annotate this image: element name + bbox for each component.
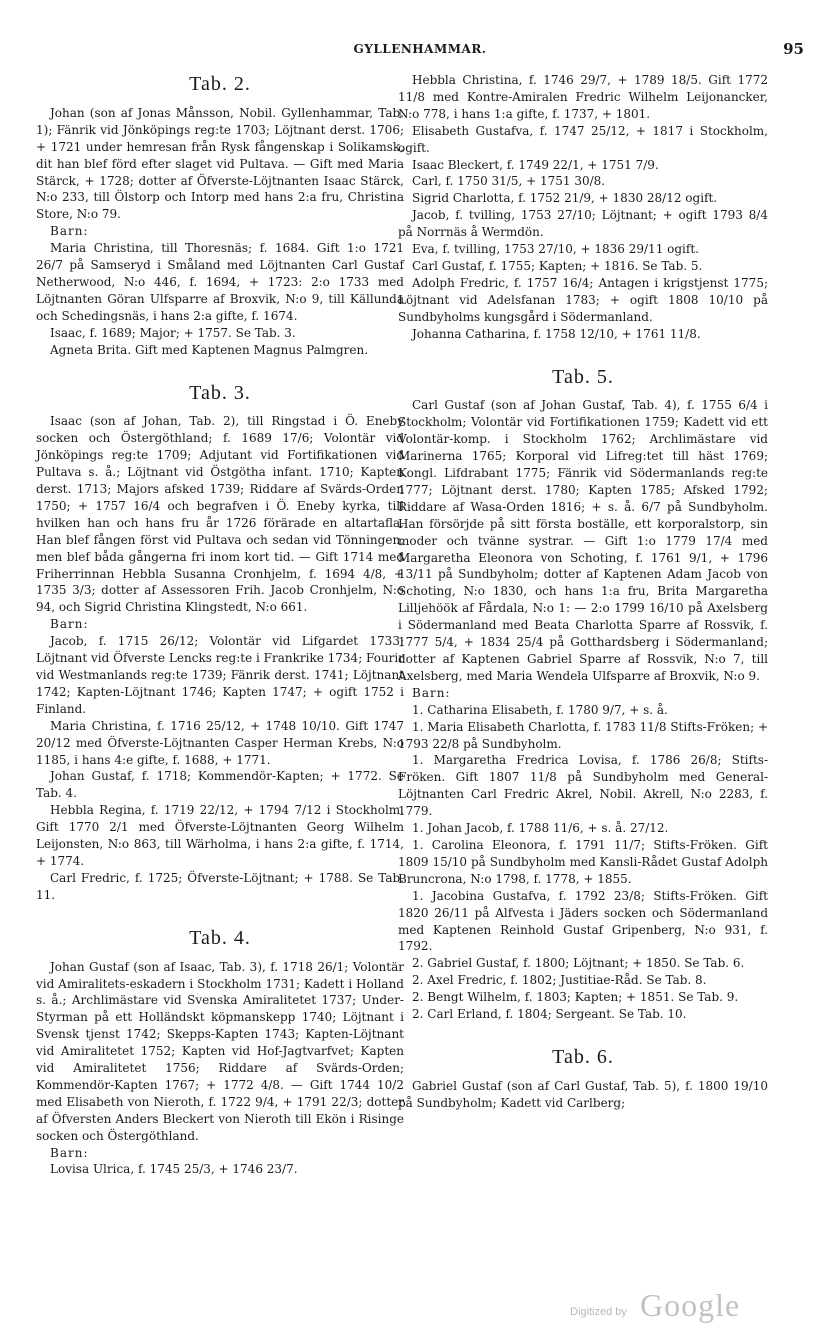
- genealogy-entry: Johan Gustaf, f. 1718; Kommendör-Kapten; + 1772. Se Tab. 4.: [36, 769, 404, 801]
- genealogy-entry: Eva, f. tvilling, 1753 27/10, + 1836 29/11 ogift.: [412, 242, 699, 257]
- genealogy-entry: 1. Jacobina Gustafva, f. 1792 23/8; Stifts-Fröken. Gift 1820 26/11 på Alfvesta i Jäders socken och Södermanland med Kaptenen Reinhold Gustaf Gripenberg, N:o 931, f. 1792.: [398, 888, 768, 954]
- genealogy-entry: Johanna Catharina, f. 1758 12/10, + 1761 11/8.: [412, 326, 701, 341]
- genealogy-entry: Carl Gustaf (son af Johan Gustaf, Tab. 4), f. 1755 6/4 i Stockholm; Volontär vid Fortifikationen 1759; Kadett vid ett Volontär-komp. i Stockholm 1762; Archlimästare vid Marinerna 1765; Korporal vid Lifreg:tet till häst 1769; Kongl. Lifdrabant 1775; Fänrik vid Södermanlands reg:te 1777; Löjtnant derst. 1780; Kapten 1785; Afsked 1792; Riddare af Wasa-Orden 1816; + s. å. 6/7 på Sundbyholm. Han försörjde på sitt första boställe, ett korporalstorp, sin moder och tvänne systrar. — Gift 1:o 1779 17/4 med Margaretha Eleonora von Schoting, f. 1761 9/1, + 1796 13/11 på Sundbyholm; dotter af Kaptenen Adam Jacob von Schoting, N:o 1830, och hans 1:a fru, Brita Margaretha Lilljehöök af Fårdala, N:o 1: — 2:o 1799 16/10 på Axelsberg i Södermanland med Beata Charlotta Sparre af Rossvik, f. 1777 5/4, + 1834 25/4 på Gotthardsberg i Södermanland; dotter af Kaptenen Gabriel Sparre af Rossvik, N:o 7, till Axelsberg, med Maria Wendela Ulfsparre af Broxvik, N:o 9.: [398, 398, 768, 683]
- running-title: GYLLENHAMMAR.: [353, 42, 487, 56]
- genealogy-entry: 2. Axel Fredric, f. 1802; Justitiae-Råd. Se Tab. 8.: [412, 973, 707, 988]
- genealogy-entry: 1. Margaretha Fredrica Lovisa, f. 1786 26/8; Stifts-Fröken. Gift 1807 11/8 på Sundbyholm med General-Löjtnanten Carl Fredric Akrel, Nobil. Akrell, N:o 2283, f. 1779.: [398, 753, 768, 819]
- left-column: [36, 72, 404, 1178]
- genealogy-entry: Maria Christina, f. 1716 25/12, + 1748 10/10. Gift 1747 20/12 med Öfverste-Löjtnanten Casper Herman Krebs, N:o 1185, i hans 4:e gifte, f. 1688, + 1771.: [36, 718, 404, 767]
- genealogy-entry: 1. Maria Elisabeth Charlotta, f. 1783 11/8 Stifts-Fröken; + 1793 22/8 på Sundbyholm.: [398, 719, 768, 751]
- genealogy-entry: Isaac Bleckert, f. 1749 22/1, + 1751 7/9.: [412, 157, 659, 172]
- genealogy-entry: Hebbla Christina, f. 1746 29/7, + 1789 18/5. Gift 1772 11/8 med Kontre-Amiralen Fredric Wilhelm Leijonancker, N:o 778, i hans 1:a gifte, f. 1737, + 1801.: [398, 73, 768, 121]
- genealogy-entry: Lovisa Ulrica, f. 1745 25/3, + 1746 23/7.: [50, 1162, 298, 1177]
- genealogy-entry: Jacob, f. 1715 26/12; Volontär vid Lifgardet 1733; Löjtnant vid Öfverste Lencks reg:te i Frankrike 1734; Fourir vid Westmanlands reg:te 1739; Fänrik derst. 1741; Löjtnant 1742; Kapten-Löjtnant 1746; Kapten 1747; + ogift 1752 i Finland.: [36, 634, 404, 716]
- genealogy-entry: 1. Carolina Eleonora, f. 1791 11/7; Stifts-Fröken. Gift 1809 15/10 på Sundbyholm med Kansli-Rådet Gustaf Adolph Bruncrona, N:o 1798, f. 1778, + 1855.: [398, 837, 768, 886]
- genealogy-entry: Isaac (son af Johan, Tab. 2), till Ringstad i Ö. Eneby socken och Östergöthland; f. 1689 17/6; Volontär vid Jönköpings reg:te 1709; Adjutant vid Fortifikationen vid Pultava s. å.; Löjtnant vid Östgötha infant. 1710; Kapten derst. 1713; Majors afsked 1739; Riddare af Svärds-Orden 1750; + 1757 16/4 och begrafven i Ö. Eneby kyrka, till hvilken han och hans fru år 1726 förärade en altartafla. Han blef fången först vid Pultava och sedan vid Tönningen, men blef båda gångerna fri inom kort tid. — Gift 1714 med Friherrinnan Hebbla Susanna Cronhjelm, f. 1694 4/8, + 1735 3/3; dotter af Assessoren Frih. Jacob Cronhjelm, N:o 94, och Sigrid Christina Klingstedt, N:o 661.: [36, 414, 404, 615]
- genealogy-entry: 2. Gabriel Gustaf, f. 1800; Löjtnant; + 1850. Se Tab. 6.: [412, 956, 745, 971]
- genealogy-entry: Maria Christina, till Thoresnäs; f. 1684. Gift 1:o 1721 26/7 på Samseryd i Småland med Löjtnanten Carl Gustaf Netherwood, N:o 446, f. 1694, + 1723: 2:o 1733 med Löjtnanten Göran Ulfsparre af Broxvik, N:o 9, till Källunda och Schedingsnäs, i hans 2:a gifte, f. 1674.: [36, 241, 404, 323]
- digitized-by-stamp: [570, 1284, 810, 1324]
- genealogy-entry: Elisabeth Gustafva, f. 1747 25/12, + 1817 i Stockholm, ogift.: [398, 123, 768, 155]
- genealogy-entry: Sigrid Charlotta, f. 1752 21/9, + 1830 28/12 ogift.: [412, 191, 718, 206]
- genealogy-entry: 1. Catharina Elisabeth, f. 1780 9/7, + s. å.: [412, 702, 668, 717]
- barn-label: Barn:: [50, 224, 89, 239]
- genealogy-entry: 2. Carl Erland, f. 1804; Sergeant. Se Tab. 10.: [412, 1007, 687, 1022]
- genealogy-entry: 2. Bengt Wilhelm, f. 1803; Kapten; + 1851. Se Tab. 9.: [412, 990, 739, 1005]
- right-column: [398, 72, 768, 1112]
- genealogy-entry: Carl Fredric, f. 1725; Öfverste-Löjtnant; + 1788. Se Tab. 11.: [36, 870, 404, 902]
- digitized-by-label: Digitized by: [570, 1306, 627, 1318]
- genealogy-entry: Isaac, f. 1689; Major; + 1757. Se Tab. 3.: [50, 325, 296, 340]
- barn-label: Barn:: [50, 1145, 89, 1160]
- tab-heading: Tab. 4.: [189, 926, 251, 949]
- genealogy-entry: Carl Gustaf, f. 1755; Kapten; + 1816. Se Tab. 5.: [412, 258, 703, 273]
- google-logo: Google: [640, 1287, 741, 1323]
- page-number: 95: [783, 40, 804, 58]
- genealogy-entry: Johan Gustaf (son af Isaac, Tab. 3), f. 1718 26/1; Volontär vid Amiralitets-eskadern i Stockholm 1731; Kadett i Holland s. å.; Archlimästare vid Svenska Amiralitetet 1737; Under-Styrman på ett Holländskt köpmanskepp 1740; Löjtnant i Svensk tjenst 1742; Skepps-Kapten 1743; Kapten-Löjtnant vid Amiralitetet 1752; Kapten vid Hof-Jagtvarfvet; Kapten vid Amiralitetet 1756; Riddare af Svärds-Orden; Kommendör-Kapten 1767; + 1772 4/8. — Gift 1744 10/2 med Elisabeth von Nieroth, f. 1722 9/4, + 1791 22/3; dotter af Öfversten Anders Bleckert von Nieroth till Ekön i Risinge socken och Östergöthland.: [36, 959, 404, 1143]
- tab-heading: Tab. 2.: [189, 73, 251, 95]
- tab-heading: Tab. 5.: [552, 365, 614, 388]
- barn-label: Barn:: [412, 685, 451, 700]
- genealogy-entry: Hebbla Regina, f. 1719 22/12, + 1794 7/12 i Stockholm. Gift 1770 2/1 med Öfverste-Löjtnanten Georg Wilhelm Leijonsten, N:o 863, till Wärholma, i hans 2:a gifte, f. 1714, + 1774.: [36, 803, 404, 868]
- barn-label: Barn:: [50, 617, 89, 632]
- tab-heading: Tab. 6.: [552, 1045, 614, 1068]
- genealogy-entry: Jacob, f. tvilling, 1753 27/10; Löjtnant; + ogift 1793 8/4 på Norrnäs å Wermdön.: [398, 208, 768, 240]
- genealogy-entry: Carl, f. 1750 31/5, + 1751 30/8.: [412, 174, 606, 189]
- genealogy-entry: Adolph Fredric, f. 1757 16/4; Antagen i krigstjenst 1775; Löjtnant vid Adelsfanan 1783; + ogift 1808 10/10 på Sundbyholms kungsgård i Södermanland.: [398, 275, 768, 324]
- genealogy-entry: 1. Johan Jacob, f. 1788 11/6, + s. å. 27/12.: [412, 821, 669, 836]
- page-header: [36, 42, 804, 62]
- genealogy-entry: Gabriel Gustaf (son af Carl Gustaf, Tab. 5), f. 1800 19/10 på Sundbyholm; Kadett vid Carlberg;: [398, 1078, 768, 1110]
- genealogy-entry: Agneta Brita. Gift med Kaptenen Magnus Palmgren.: [50, 342, 369, 357]
- genealogy-entry: Johan (son af Jonas Månsson, Nobil. Gyllenhammar, Tab. 1); Fänrik vid Jönköpings reg:te 1703; Löjtnant derst. 1706; + 1721 under hemresan från Rysk fångenskap i Solikamsk, dit han blef förd efter slaget vid Pultava. — Gift med Maria Stärck, + 1728; dotter af Öfverste-Löjtnanten Isaac Stärck, N:o 233, till Ölstorp och Intorp med hans 2:a fru, Christina Store, N:o 79.: [36, 105, 404, 222]
- tab-heading: Tab. 3.: [189, 381, 251, 404]
